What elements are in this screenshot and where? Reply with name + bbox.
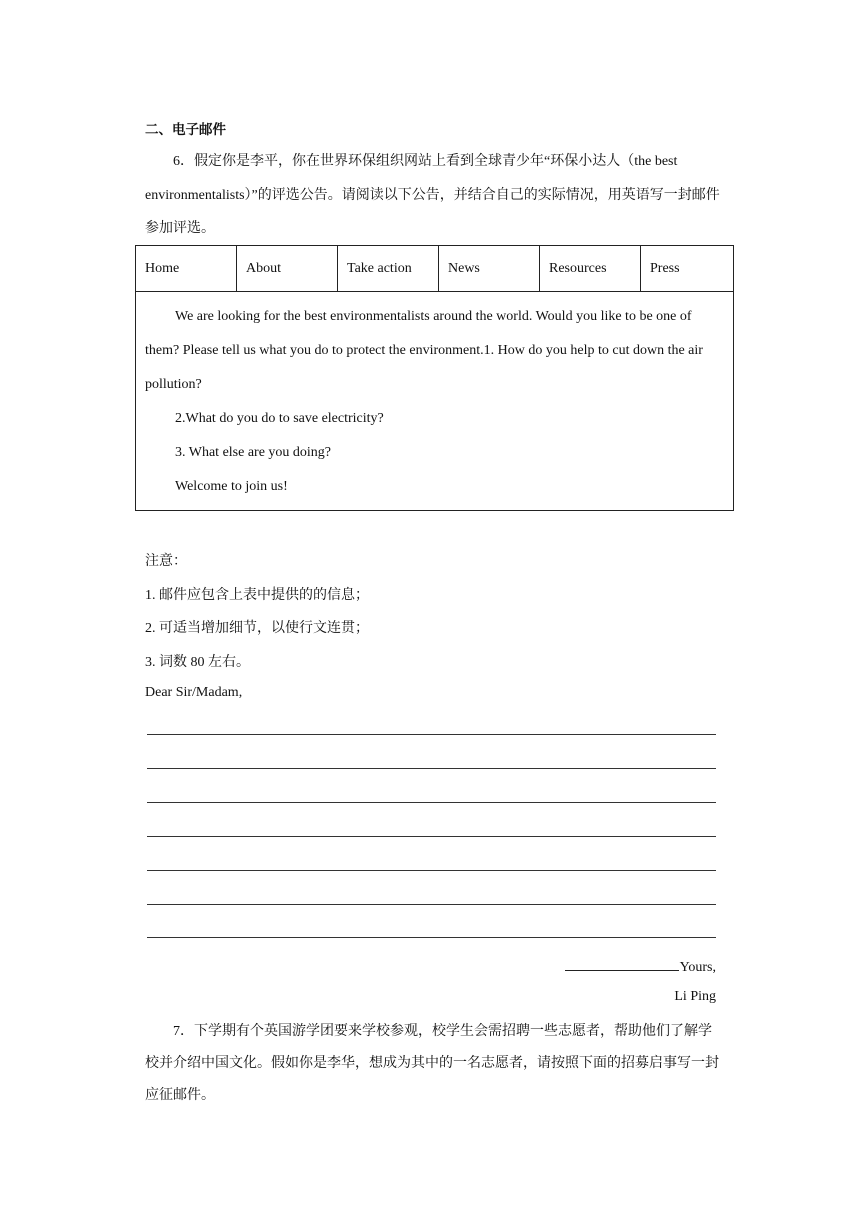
note-item: 1. 邮件应包含上表中提供的的信息；	[145, 588, 369, 603]
letter-signature: Li Ping	[674, 989, 716, 1004]
notice-intro: We are looking for the best environmentalists around the world. Would you like to be one of them? Please tell us what you do to protect the environment.1. How do you help to cut down the air pollution?	[145, 309, 703, 392]
writing-line	[147, 734, 716, 735]
nav-press: Press	[641, 246, 734, 292]
website-nav-row	[136, 246, 734, 292]
nav-about: About	[237, 246, 338, 292]
writing-line	[147, 836, 716, 837]
notice-question-3: 3. What else are you doing?	[175, 445, 332, 460]
nav-resources: Resources	[540, 246, 641, 292]
notice-row	[136, 292, 734, 511]
closing-blank	[565, 956, 679, 971]
notice-cell	[136, 292, 734, 511]
writing-line	[147, 802, 716, 803]
writing-line	[147, 768, 716, 769]
writing-line	[147, 904, 716, 905]
notice-question-2: 2.What do you do to save electricity?	[175, 411, 384, 426]
letter-closing	[565, 956, 716, 976]
question-7-prompt: 7．下学期有个英国游学团要来学校参观，校学生会需招聘一些志愿者，帮助他们了解学校并介绍中国文化。假如你是李华，想成为其中的一名志愿者，请按照下面的招募启事写一封应征邮件。	[145, 1024, 719, 1103]
writing-line	[147, 870, 716, 871]
website-notice-table	[135, 245, 734, 511]
letter-greeting: Dear Sir/Madam,	[145, 685, 243, 700]
section-title: 二、电子邮件	[145, 122, 226, 138]
nav-home: Home	[136, 246, 237, 292]
note-item: 2. 可适当增加细节，以使行文连贯；	[145, 621, 369, 636]
note-item: 3. 词数 80 左右。	[145, 655, 250, 670]
notice-welcome: Welcome to join us!	[175, 479, 288, 494]
nav-take-action: Take action	[338, 246, 439, 292]
writing-line	[147, 937, 716, 938]
closing-word: Yours,	[679, 960, 716, 975]
notes-heading: 注意：	[145, 554, 187, 569]
nav-news: News	[439, 246, 540, 292]
question-6-prompt: 6．假定你是李平，你在世界环保组织网站上看到全球青少年“环保小达人（the best environmentalists）”的评选公告。请阅读以下公告，并结合自己的实际情况，用英语写一封邮件参加评选。	[145, 154, 720, 236]
